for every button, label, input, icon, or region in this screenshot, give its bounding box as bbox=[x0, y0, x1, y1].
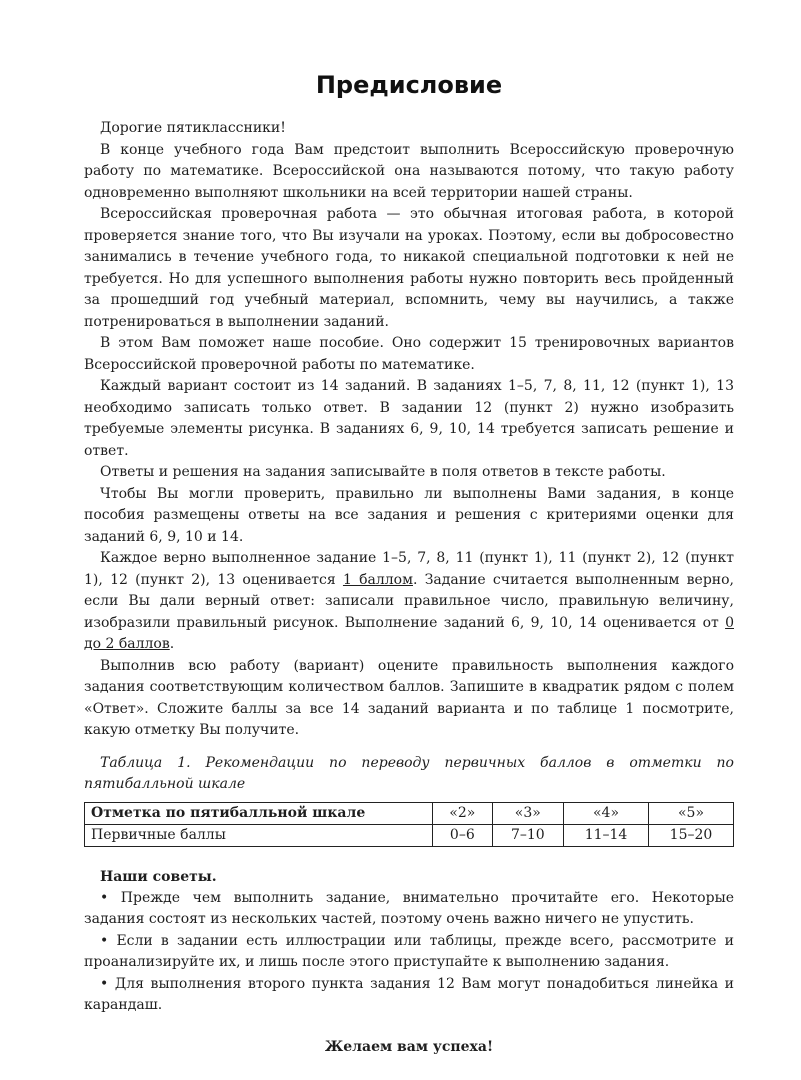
paragraph-structure: Каждый вариант состоит из 14 заданий. В заданиях 1–5, 7, 8, 11, 12 (пункт 1), 13 необходимо записать только ответ. В задании 12 (пункт 2) нужно изобразить требуемые элементы рисунка. В заданиях 6, 9, 10, 14 требуется записать решение и ответ. bbox=[84, 378, 734, 459]
table-cell: 7–10 bbox=[492, 824, 563, 846]
tip-item: • Для выполнения второго пункта задания 12 Вам могут понадобиться линейка и карандаш. bbox=[84, 975, 734, 1013]
scoring-underline-2: 0 до 2 баллов bbox=[84, 614, 734, 652]
paragraph-about-work: Всероссийская проверочная работа — это обычная итоговая работа, в которой проверяется знание того, что Вы изучали на уроках. Поэтому, если вы добросовестно занимались в течение учебного года, то никакой специальной подготовки к ней не требуется. Но для успешного выполнения работы нужно повторить весь пройденный за прошедший год учебный материал, вспомнить, чему вы научились, а также потренироваться в выполнении заданий. bbox=[84, 206, 734, 330]
table-cell: 11–14 bbox=[564, 824, 649, 846]
paragraph-answers: Ответы и решения на задания записывайте в поля ответов в тексте работы. bbox=[100, 464, 666, 480]
paragraph-scoring bbox=[84, 548, 734, 656]
table-cell: 15–20 bbox=[649, 824, 734, 846]
tips-title: Наши советы. bbox=[100, 868, 217, 885]
scoring-text-1: Каждое верно выполненное задание 1–5, 7, 8, 11 (пункт 1), 11 (пункт 2), 12 (пункт 1), 12 (пункт 2), 13 оценивается bbox=[84, 550, 734, 588]
closing-wish: Желаем вам успеха! bbox=[324, 1038, 494, 1055]
table-row bbox=[85, 824, 734, 846]
table-header-cell: «5» bbox=[649, 802, 734, 824]
page-title: Предисловие bbox=[315, 71, 503, 99]
table-cell: 0–6 bbox=[433, 824, 493, 846]
paragraph-check: Чтобы Вы могли проверить, правильно ли выполнены Вами задания, в конце пособия размещены ответы на все задания и решения с критериями оценки для заданий 6, 9, 10 и 14. bbox=[84, 485, 734, 545]
paragraph-about-book: В этом Вам поможет наше пособие. Оно содержит 15 тренировочных вариантов Всероссийской проверочной работы по математике. bbox=[84, 335, 734, 373]
paragraph-intro: В конце учебного года Вам предстоит выполнить Всероссийскую проверочную работу по математике. Всероссийской она называются потому, что такую работу одновременно выполняют школьники на всей территории нашей страны. bbox=[84, 141, 734, 201]
greeting: Дорогие пятиклассники! bbox=[100, 120, 286, 136]
table-header-cell: «3» bbox=[492, 802, 563, 824]
page-content bbox=[84, 70, 734, 1058]
tip-item: • Если в задании есть иллюстрации или таблицы, прежде всего, рассмотрите и проанализируйте их, и лишь после этого приступайте к выполнению задания. bbox=[84, 932, 734, 970]
paragraph-final: Выполнив всю работу (вариант) оцените правильность выполнения каждого задания соответствующим количеством баллов. Запишите в квадратик рядом с полем «Ответ». Сложите баллы за все 14 заданий варианта и по таблице 1 посмотрите, какую отметку Вы получите. bbox=[84, 657, 734, 738]
scoring-underline-1: 1 баллом bbox=[342, 571, 413, 588]
table-cell: Первичные баллы bbox=[85, 824, 433, 846]
scoring-text-2: . Задание считается выполненным верно, если Вы дали верный ответ: записали правильное число, правильную величину, изобразили правильный рисунок. Выполнение заданий 6, 9, 10, 14 оценивается от bbox=[84, 571, 734, 631]
grades-table bbox=[84, 802, 734, 847]
tip-item: • Прежде чем выполнить задание, внимательно прочитайте его. Некоторые задания состоят из нескольких частей, поэтому очень важно ничего не упустить. bbox=[84, 889, 734, 927]
table-header-row bbox=[85, 802, 734, 824]
table-caption: Таблица 1. Рекомендации по переводу первичных баллов в отметки по пятибалльной шкале bbox=[84, 754, 734, 792]
table-header-cell: «4» bbox=[564, 802, 649, 824]
scoring-text-3: . bbox=[169, 636, 175, 652]
table-header-cell: «2» bbox=[433, 802, 493, 824]
table-header-cell: Отметка по пятибалльной шкале bbox=[85, 802, 433, 824]
